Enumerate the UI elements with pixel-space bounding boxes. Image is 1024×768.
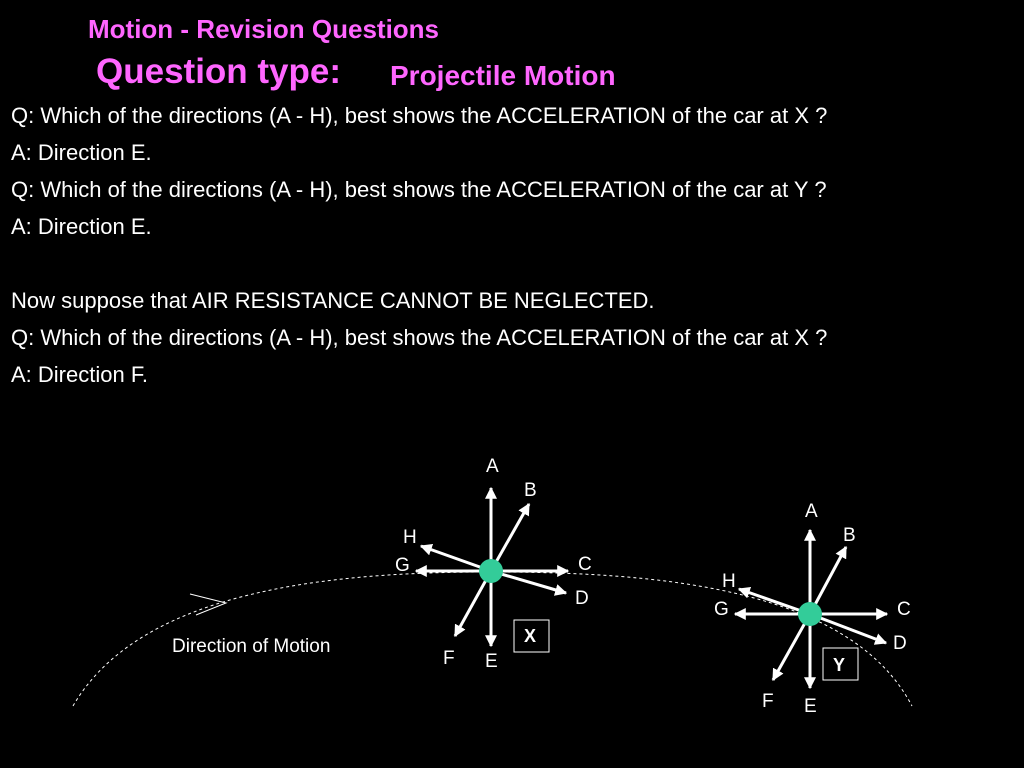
point-y-label: Y	[833, 655, 846, 675]
label-f-x: F	[443, 648, 455, 669]
label-a-y: A	[805, 501, 818, 522]
label-h-y: H	[722, 571, 736, 592]
label-d-x: D	[575, 588, 589, 609]
answer-y-line: A: Direction E.	[11, 214, 152, 239]
label-b-x: B	[524, 480, 537, 501]
direction-of-motion-label: Direction of Motion	[172, 636, 331, 657]
point-x-label: X	[524, 626, 537, 646]
label-d-y: D	[893, 633, 907, 654]
arrow-d-y	[810, 614, 886, 643]
question-x-air-line: Q: Which of the directions (A - H), best shows the ACCELERATION of the car at X ?	[11, 325, 828, 350]
point-x-marker	[479, 559, 503, 583]
label-b-y: B	[843, 525, 856, 546]
label-a-x: A	[486, 456, 499, 477]
label-e-x: E	[485, 651, 498, 672]
label-g-x: G	[395, 555, 410, 576]
slide-subtitle: Motion - Revision Questions	[88, 14, 440, 44]
label-c-y: C	[897, 599, 911, 620]
point-y-marker	[798, 602, 822, 626]
question-type-label: Question type:	[96, 52, 342, 91]
label-c-x: C	[578, 554, 592, 575]
question-y-line: Q: Which of the directions (A - H), best shows the ACCELERATION of the car at Y ?	[11, 177, 827, 202]
air-resistance-line: Now suppose that AIR RESISTANCE CANNOT BE NEGLECTED.	[11, 288, 655, 313]
answer-x-air-line: A: Direction F.	[11, 362, 148, 387]
label-g-y: G	[714, 599, 729, 620]
label-h-x: H	[403, 527, 417, 548]
question-x-line: Q: Which of the directions (A - H), best shows the ACCELERATION of the car at X ?	[11, 103, 828, 128]
answer-x-line: A: Direction E.	[11, 140, 152, 165]
label-f-y: F	[762, 691, 774, 712]
label-e-y: E	[804, 696, 817, 717]
question-type-value: Projectile Motion	[390, 60, 616, 91]
